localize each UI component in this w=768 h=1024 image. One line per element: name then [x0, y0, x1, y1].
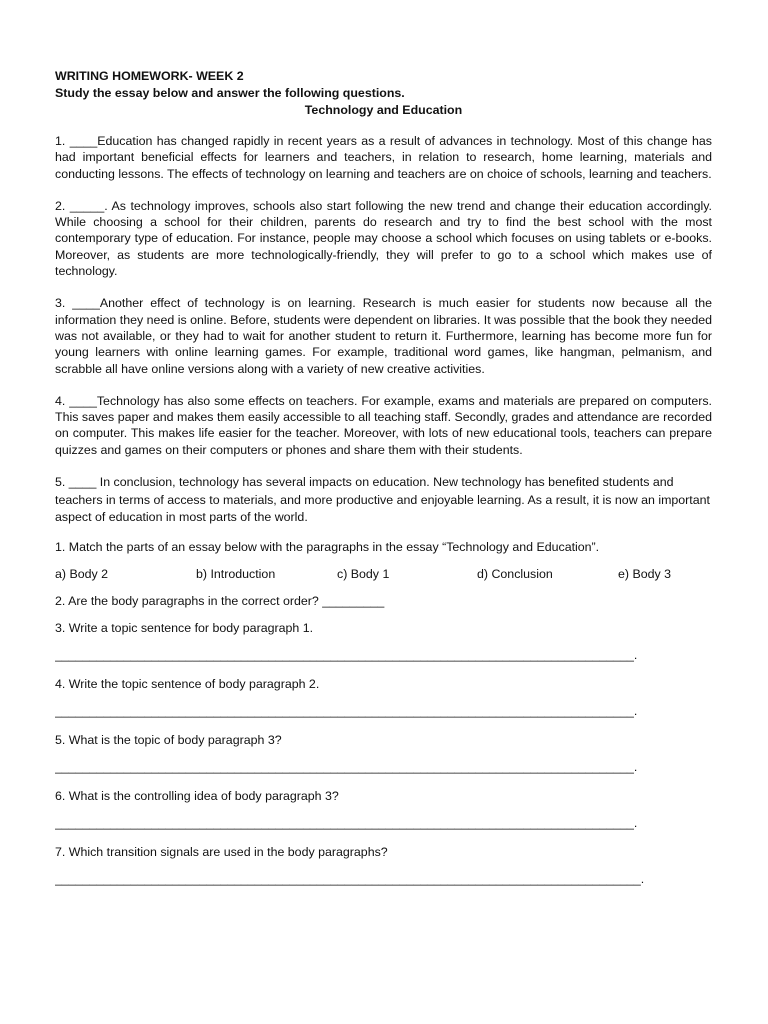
question-6: 6. What is the controlling idea of body paragraph 3? — [55, 788, 339, 803]
answer-line-4: ____________________________________________________________________________________. — [55, 703, 638, 718]
answer-line-6: ____________________________________________________________________________________. — [55, 815, 638, 830]
question-7: 7. Which transition signals are used in the body paragraphs? — [55, 844, 388, 859]
essay-paragraph-4: 4. ____Technology has also some effects on teachers. For example, exams and materials are prepared on computers. This saves paper and makes them easily accessible to all teaching staff. Secondly, grades and attendance are recorded on computer. This makes life easier for the teacher. Moreover, with lots of new educational tools, teachers can prepare quizzes and games on their computers or phones and share them with their students. — [55, 393, 712, 457]
option-c: c) Body 1 — [337, 566, 390, 581]
option-d: d) Conclusion — [477, 566, 553, 581]
question-3: 3. Write a topic sentence for body paragraph 1. — [55, 620, 314, 635]
question-4: 4. Write the topic sentence of body paragraph 2. — [55, 676, 320, 691]
homework-heading: WRITING HOMEWORK- WEEK 2 — [55, 69, 244, 83]
essay-paragraph-2: 2. _____. As technology improves, schools also start following the new trend and change their education accordingly. While choosing a school for their children, parents do research and try to find the best school with the most contemporary type of education. For instance, people may choose a school which focuses on using tablets or e-books. Moreover, as students are more technologically-friendly, they will prefer to go to a school which makes use of technology. — [55, 198, 712, 279]
option-b: b) Introduction — [196, 566, 276, 581]
answer-line-3: ____________________________________________________________________________________. — [55, 647, 638, 662]
essay-paragraph-1: 1. ____Education has changed rapidly in recent years as a result of advances in technology. Most of this change has had important beneficial effects for learners and teachers, in relation to research, home learning, materials and conducting lessons. The effects of technology on learning and teachers are on choice of schools, learning and teachers. — [55, 134, 712, 181]
question-5: 5. What is the topic of body paragraph 3? — [55, 732, 282, 747]
question-1-options — [55, 566, 712, 583]
essay-paragraph-3: 3. ____Another effect of technology is on learning. Research is much easier for students now because all the information they need is online. Before, students were dependent on libraries. It was possible that the book they needed was not available, or they had to wait for another student to return it. Furthermore, learning has become more fun for young learners with online learning games. For example, traditional word games, like hangman, pelmanism, and scrabble all have online versions along with a variety of new creative activities. — [55, 296, 712, 376]
essay-paragraph-5: 5. ____ In conclusion, technology has several impacts on education. New technology has benefited students and teachers in terms of access to materials, and more productive and enjoyable learning. As a result, it is now an important aspect of education in most parts of the world. — [55, 475, 710, 525]
answer-line-5: ____________________________________________________________________________________. — [55, 759, 638, 774]
option-e: e) Body 3 — [618, 566, 672, 581]
option-a: a) Body 2 — [55, 566, 109, 581]
essay-title: Technology and Education — [304, 103, 463, 117]
question-2: 2. Are the body paragraphs in the correct order? _________ — [55, 593, 385, 608]
question-1: 1. Match the parts of an essay below with the paragraphs in the essay “Technology and Education”. — [55, 539, 600, 554]
instructions: Study the essay below and answer the following questions. — [55, 86, 405, 100]
answer-line-7: _____________________________________________________________________________________. — [55, 871, 645, 886]
